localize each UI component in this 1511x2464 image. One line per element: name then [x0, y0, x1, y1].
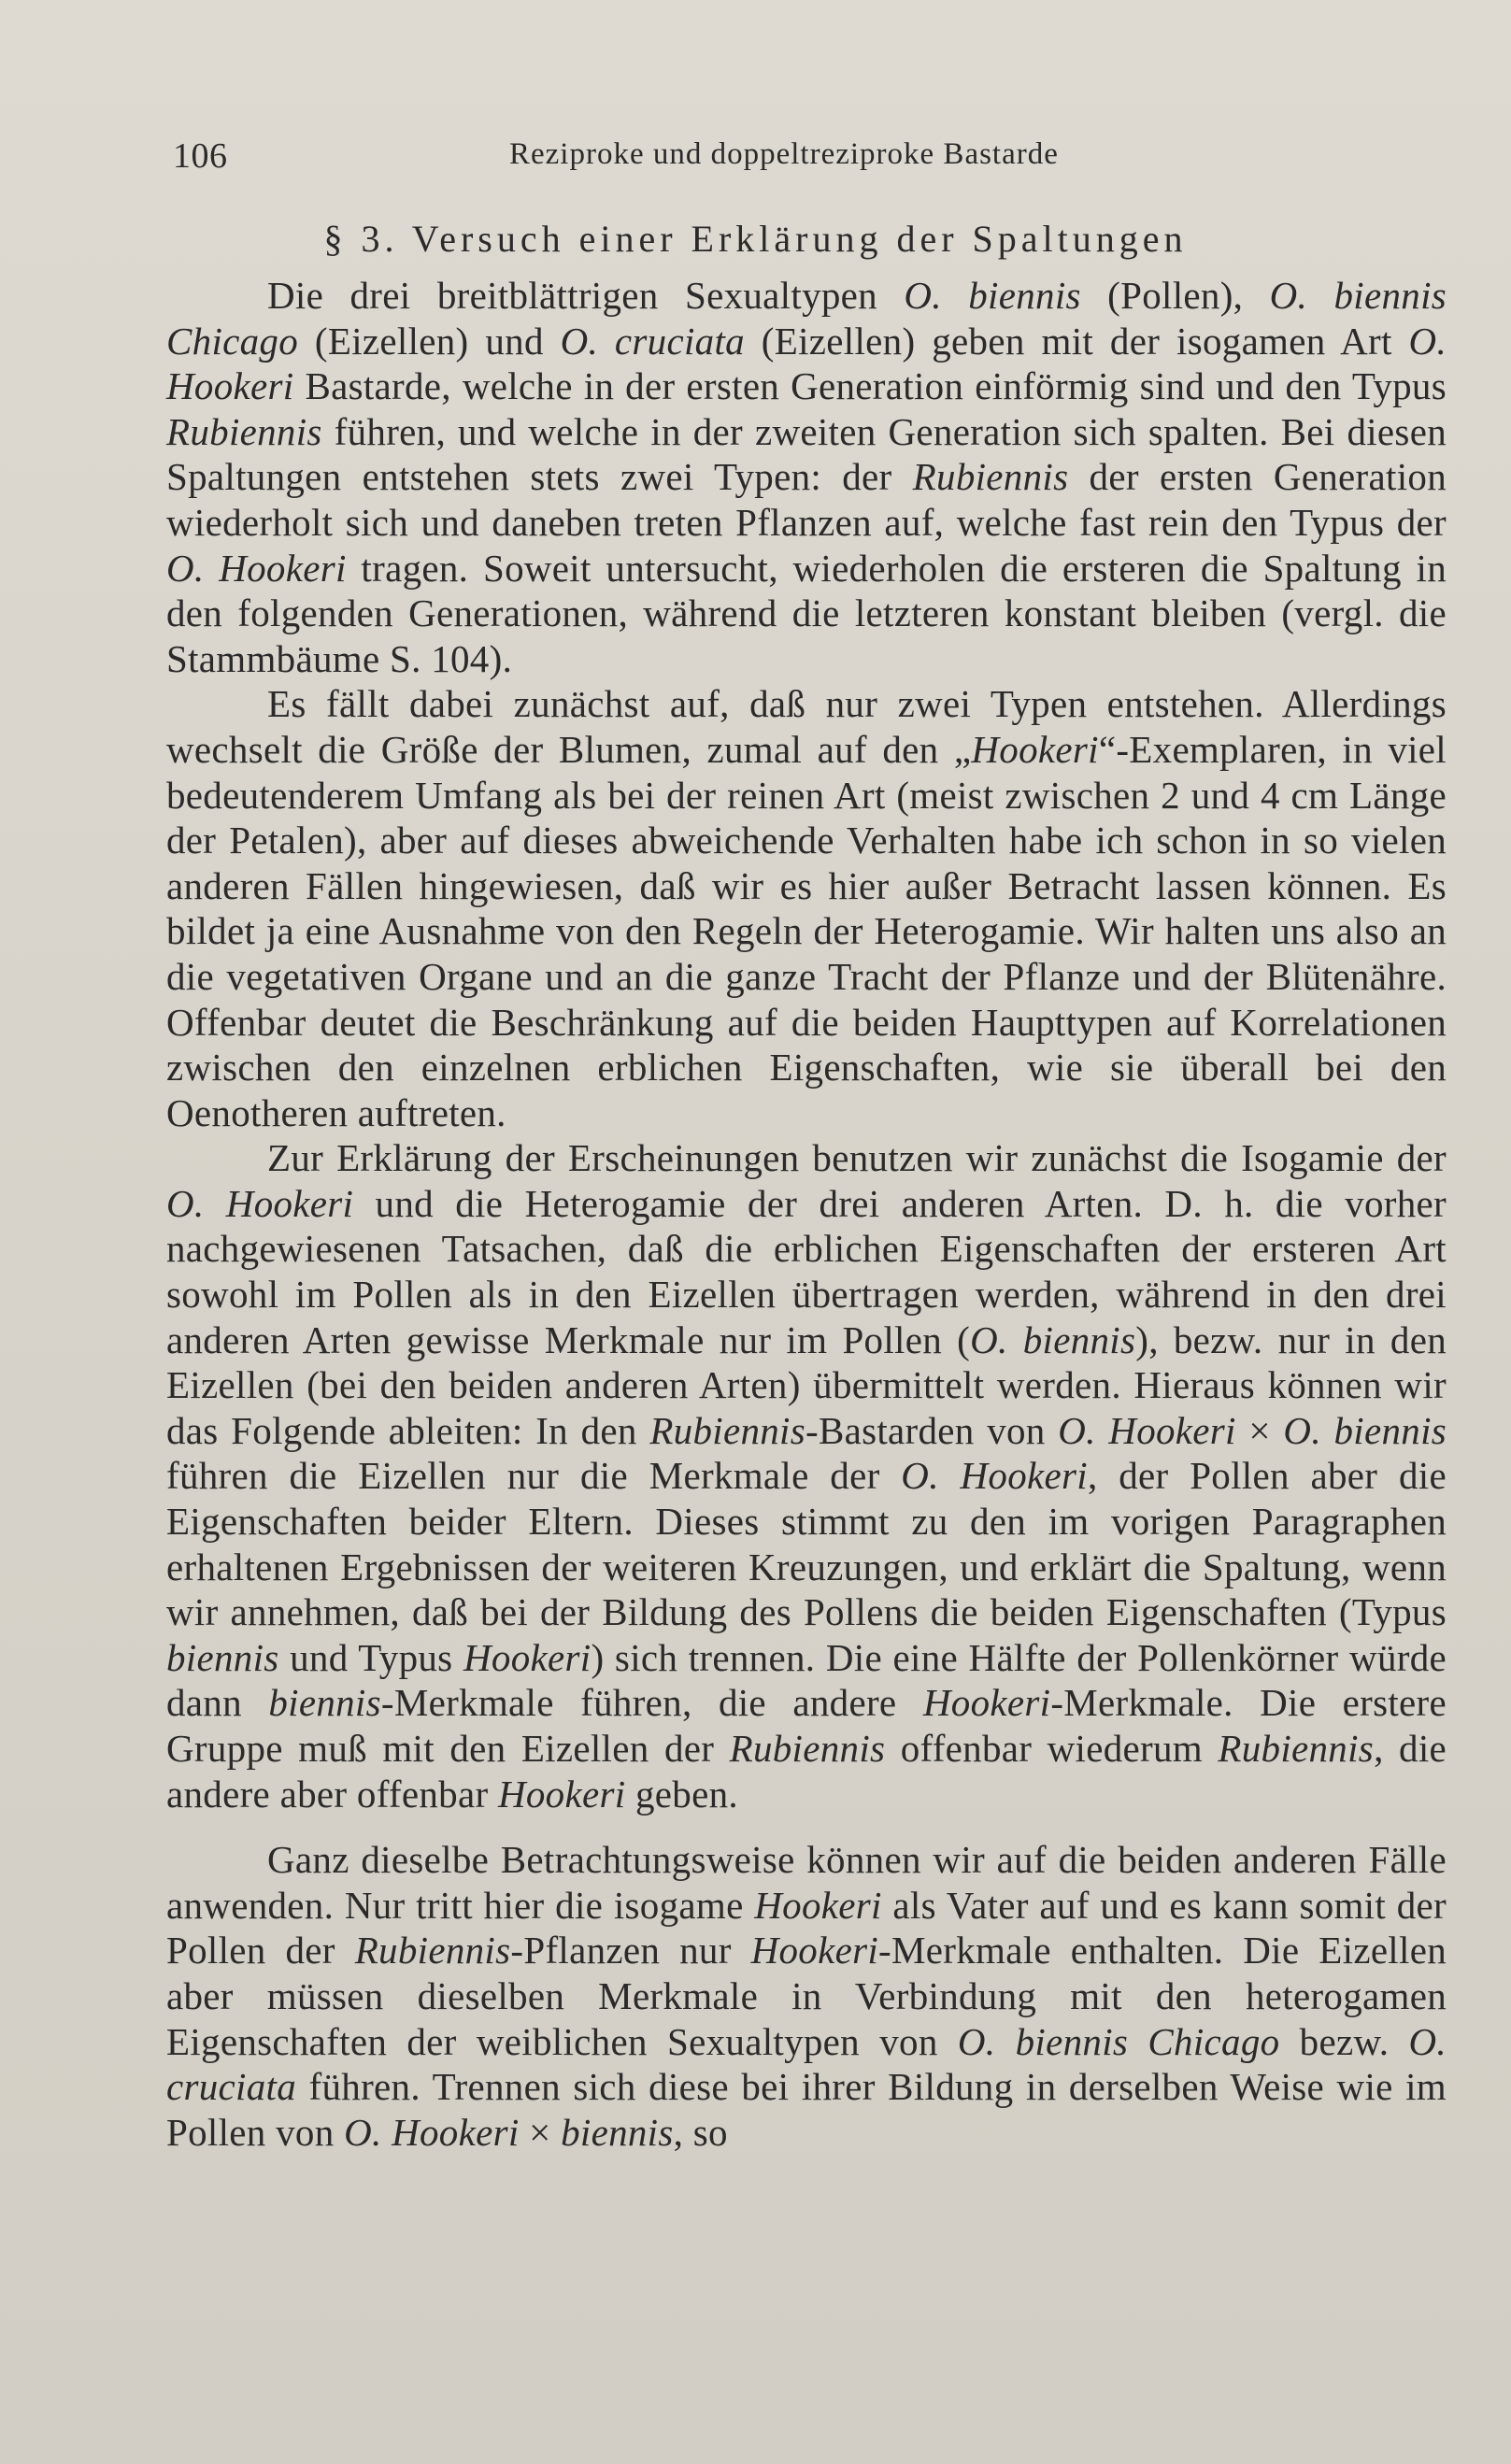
text-run: Ganz dieselbe Betrachtungsweise können wir auf die beiden anderen Fälle anwenden. Nur tritt hier die isogame: [166, 1838, 1447, 1927]
text-run: führen die Eizellen nur die Merkmale der: [166, 1454, 902, 1498]
text-run: “-Exemplaren, in viel bedeutenderem Umfang als bei der reinen Art (meist zwischen 2 und 4 cm Länge der Petalen), aber auf dieses abweichende Verhalten habe ich schon in so vielen anderen Fällen hingewiesen, daß wir es hier außer Betracht lassen können. Es bildet ja eine Ausnahme von den Regeln der Heterogamie. Wir halten uns also an die vegetativen Organe und an die ganze Tracht der Pflanze und der Blütenähre. Offenbar deutet die Beschränkung auf die beiden Haupttypen auf Korrelationen zwischen den einzelnen erblichen Eigenschaften, wie sie überall bei den Oenotheren auftreten.: [166, 727, 1447, 1134]
paragraph: [166, 1837, 1447, 2155]
italic-term: Rubiennis: [1218, 1727, 1375, 1770]
italic-term: Rubiennis: [729, 1727, 886, 1770]
italic-term: Hookeri: [497, 1772, 626, 1816]
text-run: geben.: [625, 1772, 738, 1816]
text-run: als Vater auf und es kann somit der Pollen der: [166, 1883, 1447, 1973]
text-run: ), bezw. nur in den Eizellen (bei den beiden anderen Arten) übermittelt werden. Hieraus können wir das Folgende ableiten: In den: [166, 1317, 1447, 1452]
text-run: Die drei breitblättrigen Sexualtypen: [267, 274, 905, 317]
italic-term: O. Hookeri: [1058, 1408, 1236, 1452]
italic-term: O. cruciata: [166, 2019, 1447, 2109]
text-run: der ersten Generation wiederholt sich und daneben treten Pflanzen auf, welche fast rein den Typus der: [166, 455, 1447, 544]
text-run: -Merkmale führen, die andere: [380, 1681, 923, 1725]
section-title: § 3. Versuch einer Erklärung der Spaltungen: [323, 218, 1188, 260]
text-run: -Bastarden von: [805, 1408, 1059, 1452]
text-run: und Typus: [278, 1635, 463, 1679]
text-run: bezw.: [1279, 2019, 1409, 2063]
italic-term: Rubiennis: [166, 409, 322, 453]
italic-term: O. Hookeri: [166, 319, 1447, 408]
text-run: , die andere aber offenbar: [166, 1727, 1447, 1816]
italic-term: Rubiennis: [354, 1929, 511, 1973]
italic-term: Hookeri: [463, 1635, 592, 1679]
paragraph: [166, 1135, 1447, 1816]
italic-term: Hookeri: [754, 1883, 882, 1927]
text-run: ) sich trennen. Die eine Hälfte der Pollenkörner würde dann: [166, 1635, 1447, 1725]
text-run: Es fällt dabei zunächst auf, daß nur zwei Typen entstehen. Allerdings wechselt die Größe der Blumen, zumal auf den „: [166, 682, 1447, 771]
text-run: , so: [673, 2110, 728, 2154]
paragraph: [166, 273, 1447, 681]
italic-term: O. biennis Chicago: [957, 2019, 1280, 2063]
italic-term: biennis: [268, 1681, 381, 1725]
text-run: führen. Trennen sich diese bei ihrer Bildung in derselben Weise wie im Pollen von: [166, 2065, 1447, 2154]
text-run: (Eizellen) geben mit der isogamen Art: [744, 319, 1409, 363]
italic-term: O. biennis: [970, 1317, 1136, 1361]
page-number: 106: [173, 136, 228, 176]
italic-term: biennis: [561, 2110, 674, 2154]
text-run: ×: [1235, 1408, 1284, 1452]
text-run: , der Pollen aber die Eigenschaften beider Eltern. Dieses stimmt zu den im vorigen Paragraphen erhaltenen Ergebnissen der weiteren Kreuzungen, und erklärt die Spaltung, wenn wir annehmen, daß bei der Bildung des Pollens die beiden Eigenschaften (Typus: [166, 1454, 1447, 1634]
text-run: ×: [519, 2110, 562, 2154]
running-title: Reziproke und doppeltreziproke Bastarde: [509, 137, 1059, 171]
italic-term: biennis: [166, 1635, 279, 1679]
italic-term: O. biennis: [1283, 1408, 1447, 1452]
text-run: -Merkmale. Die erstere Gruppe muß mit den Eizellen der: [166, 1681, 1447, 1770]
text-run: offenbar wiederum: [885, 1727, 1219, 1770]
italic-term: O. cruciata: [560, 319, 745, 363]
text-run: (Eizellen) und: [298, 319, 561, 363]
text-run: tragen. Soweit untersucht, wiederholen die ersteren die Spaltung in den folgenden Generationen, während die letzteren konstant bleiben (vergl. die Stammbäume S. 104).: [166, 546, 1447, 680]
italic-term: O. biennis: [904, 274, 1081, 317]
text-run: führen, und welche in der zweiten Generation sich spalten. Bei diesen Spaltungen entstehen stets zwei Typen: der: [166, 409, 1447, 499]
text-run: (Pollen),: [1080, 274, 1270, 317]
italic-term: O. biennis Chicago: [166, 274, 1447, 363]
italic-term: Hookeri: [971, 727, 1099, 771]
text-run: Zur Erklärung der Erscheinungen benutzen wir zunächst die Isogamie der: [267, 1136, 1447, 1180]
text-run: -Pflanzen nur: [510, 1929, 751, 1973]
text-run: Bastarde, welche in der ersten Generation einförmig sind und den Typus: [293, 364, 1447, 408]
italic-term: Rubiennis: [649, 1408, 805, 1452]
body-text: [166, 273, 1447, 2155]
italic-term: Hookeri: [922, 1681, 1051, 1725]
text-run: -Merkmale enthalten. Die Eizellen aber müssen dieselben Merkmale in Verbindung mit den heterogamen Eigenschaften der weiblichen Sexualtypen von: [166, 1929, 1447, 2063]
italic-term: O. Hookeri: [166, 546, 347, 590]
italic-term: Rubiennis: [912, 455, 1069, 499]
italic-term: O. Hookeri: [344, 2110, 520, 2154]
italic-term: O. Hookeri: [166, 1181, 354, 1225]
italic-term: Hookeri: [750, 1929, 879, 1973]
paragraph: [166, 681, 1447, 1135]
text-run: und die Heterogamie der drei anderen Arten. D. h. die vorher nachgewiesenen Tatsachen, daß die erblichen Eigenschaften der ersteren Art sowohl im Pollen als in den Eizellen übertragen werden, während in den drei anderen Arten gewisse Merkmale nur im Pollen (: [166, 1181, 1447, 1361]
italic-term: O. Hookeri: [901, 1454, 1088, 1498]
